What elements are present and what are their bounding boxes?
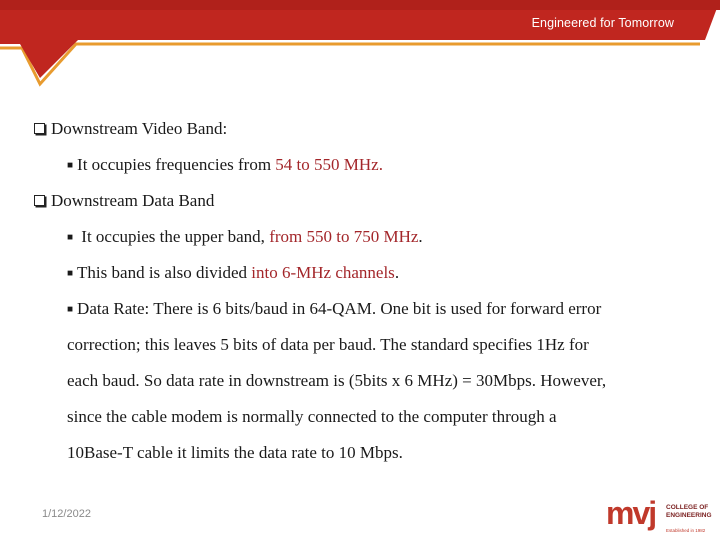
text-segment: This band is also divided — [77, 263, 252, 282]
logo-text — [666, 504, 712, 519]
text-segment: . — [394, 263, 400, 282]
text-segment: 10Base-T cable it limits the data rate to 10 Mbps. — [67, 443, 403, 462]
bullet-text — [67, 443, 403, 463]
logo-line1: COLLEGE OF — [666, 504, 709, 511]
bullet-heading — [34, 191, 214, 211]
text-segment: Downstream Data Band — [51, 191, 215, 210]
college-logo — [606, 495, 716, 539]
text-segment: 54 to 550 MHz. — [275, 155, 383, 174]
text-segment: into 6-MHz channels — [251, 263, 395, 282]
checkbox-bullet-icon — [34, 123, 45, 134]
bullet-heading — [34, 119, 227, 139]
bullet-text — [67, 335, 589, 355]
text-segment: correction; this leaves 5 bits of data per baud. The standard specifies 1Hz for — [67, 335, 589, 354]
checkbox-bullet-icon — [34, 195, 45, 206]
logo-subtext: Established in 1982 — [666, 528, 706, 533]
text-segment: each baud. So data rate in downstream is (5bits x 6 MHz) = 30Mbps. However, — [67, 371, 607, 390]
text-segment: from 550 to 750 MHz — [269, 227, 419, 246]
header-banner — [0, 0, 720, 90]
square-bullet-icon: ■ — [67, 304, 74, 315]
bullet-text — [67, 371, 606, 391]
text-segment: since the cable modem is normally connected to the computer through a — [67, 407, 557, 426]
text-segment: It occupies frequencies from — [77, 155, 276, 174]
slide-date: 1/12/2022 — [42, 508, 91, 520]
bullet-text — [67, 299, 601, 322]
bullet-text — [67, 227, 423, 250]
header-tagline: Engineered for Tomorrow — [531, 16, 674, 30]
bullet-text — [67, 155, 383, 178]
text-segment: It occupies the upper band, — [77, 227, 270, 246]
text-segment: Downstream Video Band: — [51, 119, 228, 138]
header-red-shape — [0, 0, 720, 78]
square-bullet-icon: ■ — [67, 232, 74, 243]
bullet-text — [67, 407, 557, 427]
logo-mark: mvj — [606, 495, 656, 531]
text-segment: . — [418, 227, 423, 246]
square-bullet-icon: ■ — [67, 268, 74, 279]
bullet-text — [67, 263, 399, 286]
square-bullet-icon: ■ — [67, 160, 74, 171]
header-red-shade — [0, 0, 720, 10]
header-accent-line — [0, 44, 700, 84]
logo-line2: ENGINEERING — [666, 511, 712, 519]
text-segment: Data Rate: There is 6 bits/baud in 64-QAM. One bit is used for forward error — [77, 299, 602, 318]
